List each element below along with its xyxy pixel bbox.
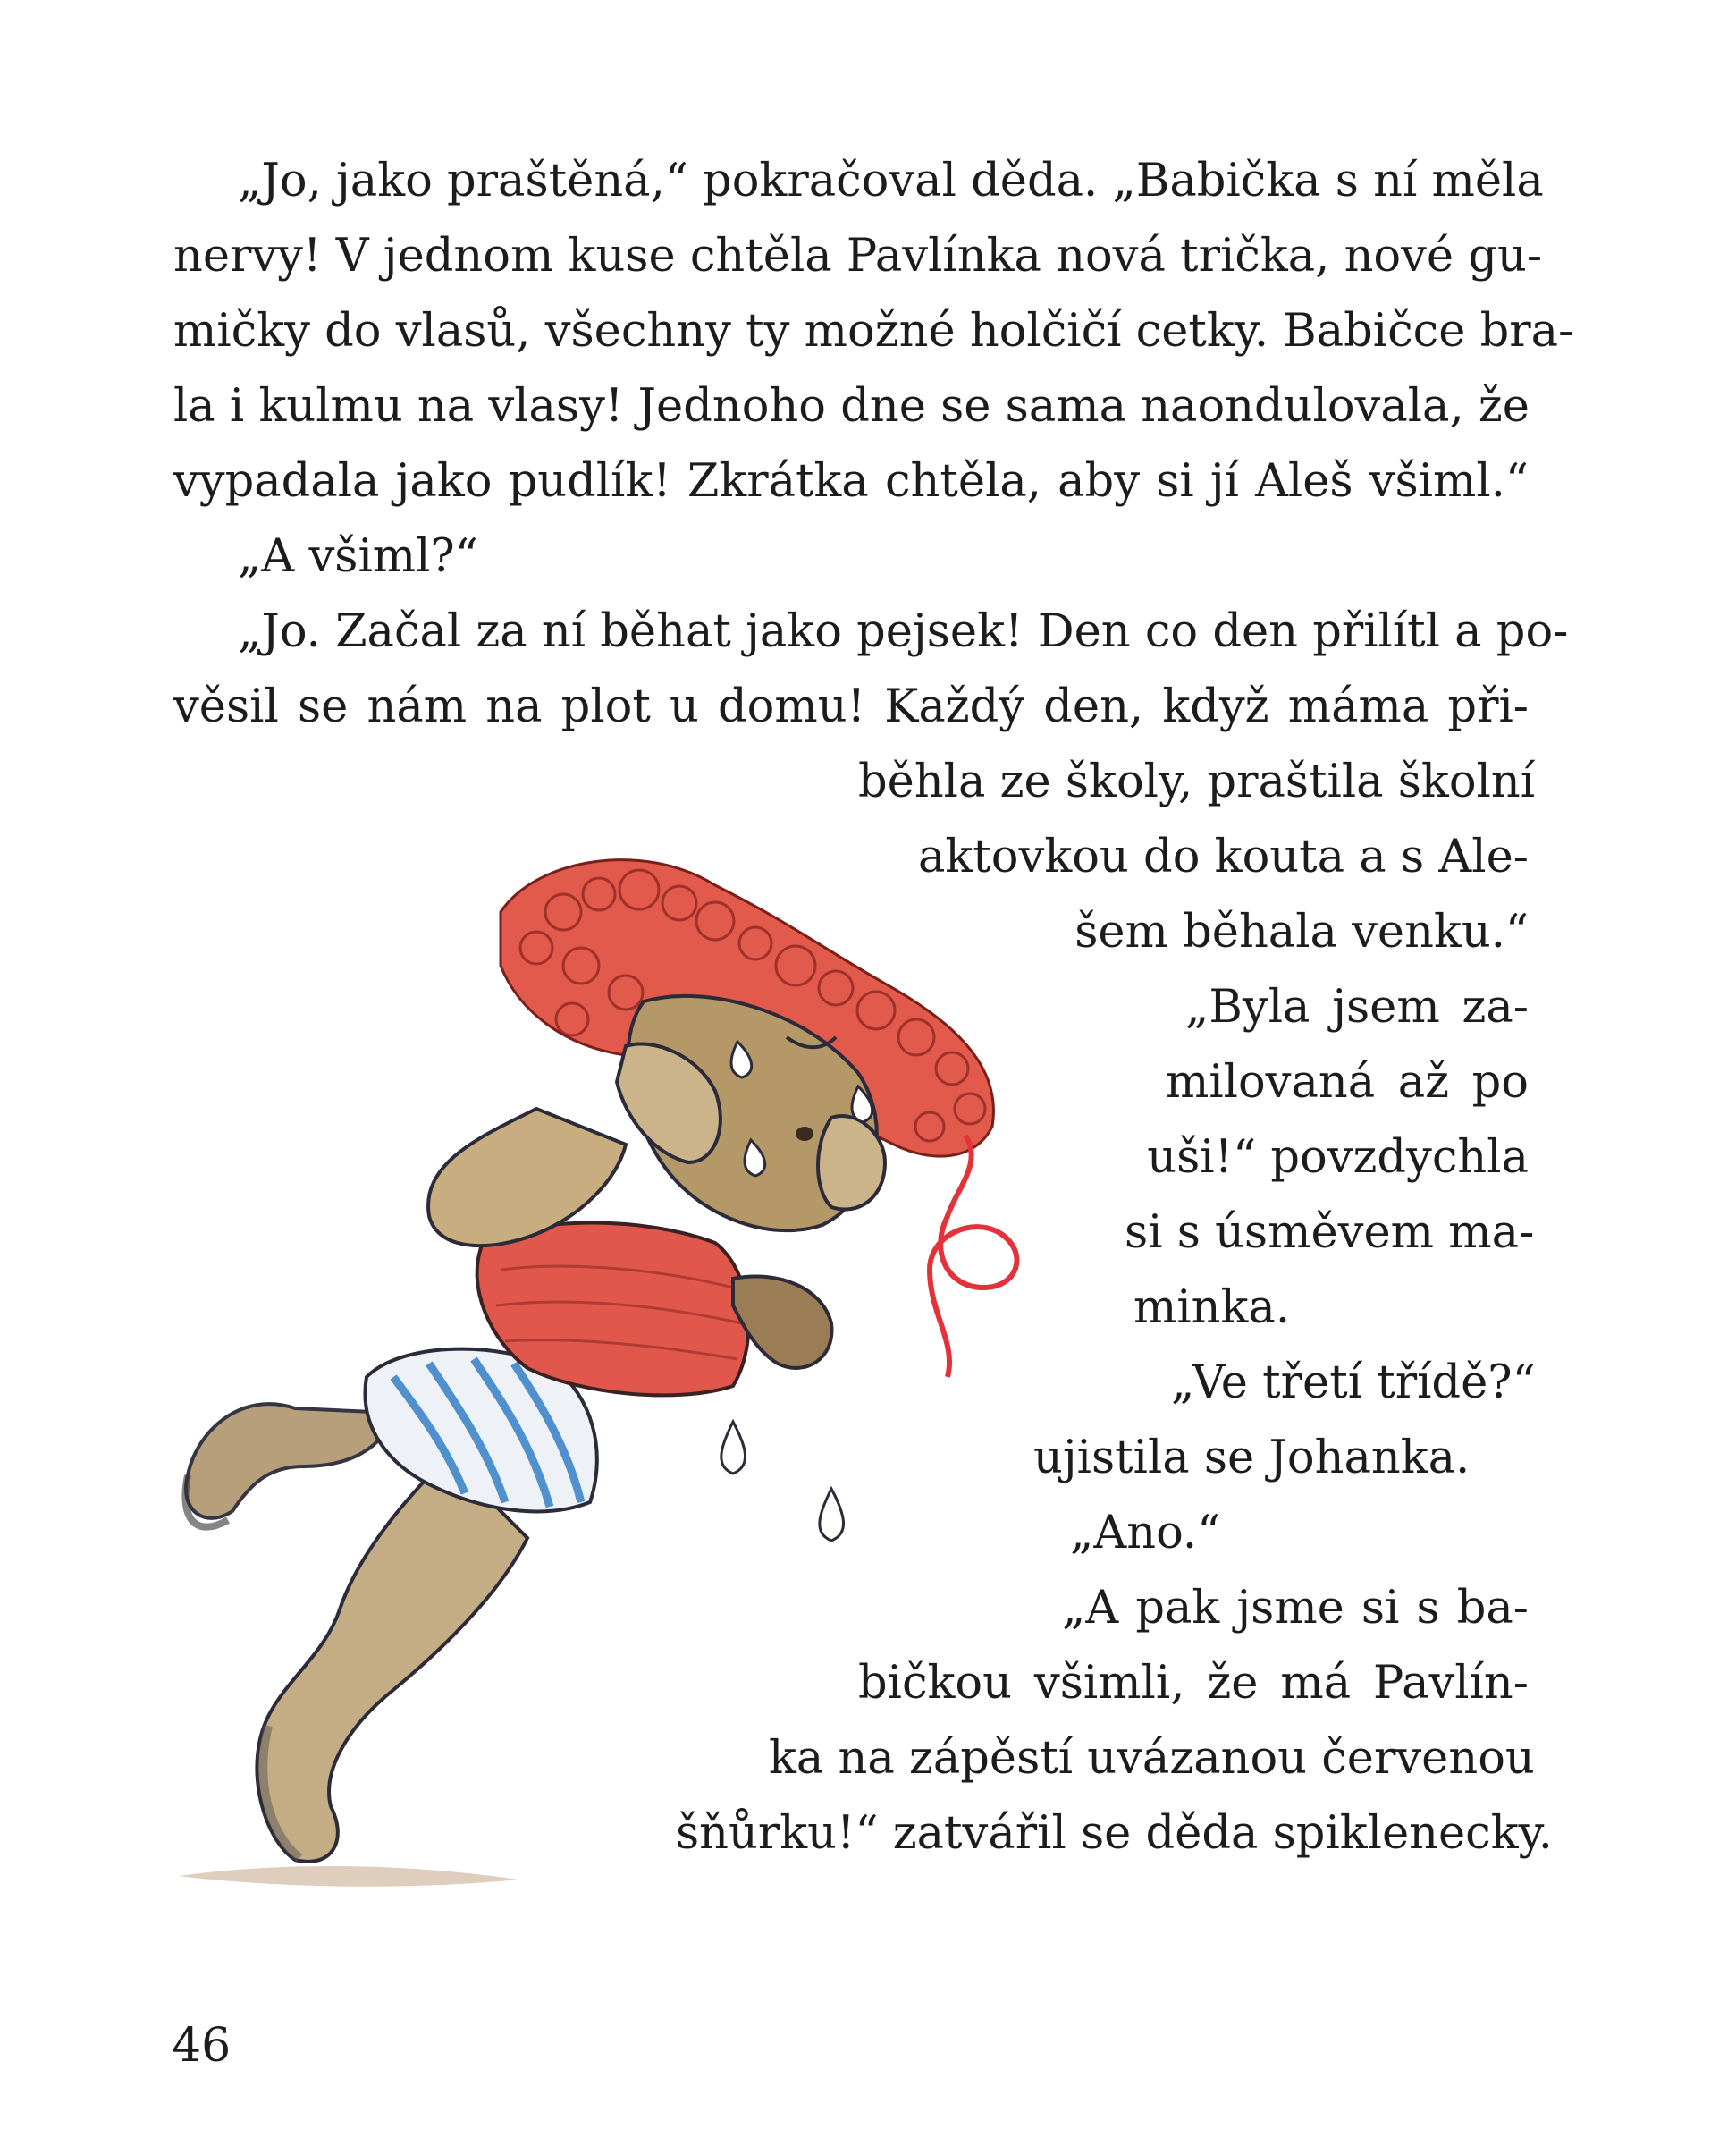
falling-tear xyxy=(820,1489,844,1541)
text-line: věsil se nám na plot u domu! Každý den, když máma při- xyxy=(173,680,1529,733)
ground-shadow xyxy=(179,1866,518,1887)
text-line: šňůrku!“ zatvářil se děda spiklenecky. xyxy=(676,1807,1553,1860)
back-leg xyxy=(186,1404,393,1518)
text-line: bičkou všimli, že má Pavlín- xyxy=(858,1657,1529,1710)
text-line: milovaná až po xyxy=(1166,1056,1529,1109)
red-ribbon xyxy=(930,1136,1016,1377)
arm xyxy=(733,1276,831,1368)
text-line: uši!“ povzdychla xyxy=(1147,1131,1529,1184)
text-line: „Byla jsem za- xyxy=(1185,981,1529,1034)
text-line: nervy! V jednom kuse chtěla Pavlínka nová trička, nové gu- xyxy=(173,230,1543,283)
text-line: minka. xyxy=(1133,1281,1291,1334)
text-line: šem běhala venku.“ xyxy=(1074,906,1529,959)
falling-tear xyxy=(721,1422,746,1474)
text-line: vypadala jako pudlík! Zkrátka chtěla, aby si jí Aleš všiml.“ xyxy=(173,455,1529,508)
text-line: „A všiml?“ xyxy=(238,530,478,583)
front-leg xyxy=(257,1457,527,1862)
text-line: „Ano.“ xyxy=(1070,1507,1221,1559)
page-number: 46 xyxy=(172,2019,232,2073)
text-line: la i kulmu na vlasy! Jednoho dne se sama naondulovala, že xyxy=(173,380,1530,433)
text-line: si s úsměvem ma- xyxy=(1125,1206,1535,1259)
text-line: „A pak jsme si s ba- xyxy=(1062,1582,1529,1635)
text-line: běhla ze školy, praštila školní xyxy=(858,756,1536,808)
text-line: „Jo. Začal za ní běhat jako pejsek! Den co den přilítl a po- xyxy=(238,605,1569,658)
text-line: mičky do vlasů, všechny ty možné holčičí cetky. Babičce bra- xyxy=(173,305,1574,358)
text-line: aktovkou do kouta a s Ale- xyxy=(918,831,1529,883)
text-line: „Jo, jako praštěná,“ pokračoval děda. „Babička s ní měla xyxy=(238,155,1544,207)
text-line: ka na zápěstí uvázanou červenou xyxy=(769,1732,1535,1785)
text-line: „Ve třetí třídě?“ xyxy=(1171,1356,1536,1409)
text-line: ujistila se Johanka. xyxy=(1033,1432,1471,1484)
